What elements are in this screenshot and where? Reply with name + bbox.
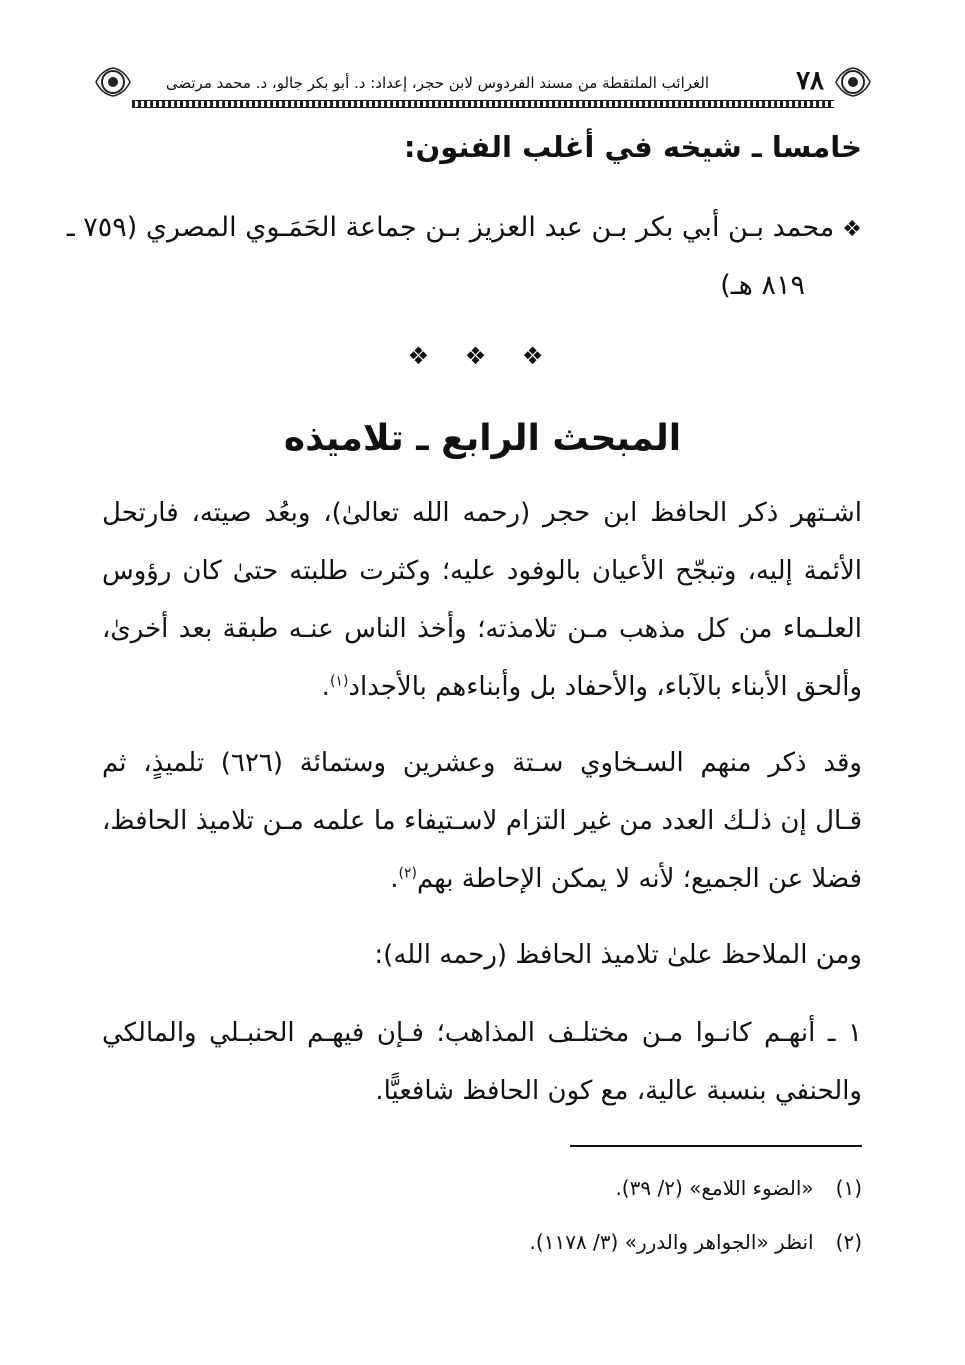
header-ornament-right-icon [832,62,874,102]
list-item-line: والحنفي بنسبة عالية، مع كون الحافظ شافعيًّا. [375,1076,862,1106]
header-rule [132,100,834,108]
chapter-title: المبحث الرابع ـ تلاميذه [283,418,682,459]
paragraph-line: قـال إن ذلـك العدد من غير التزام لاسـتيفاء ما علمه مـن تلاميذ الحافظ، [102,806,862,836]
running-header [92,62,874,118]
paragraph-line: الأئمة إليه، وتبجّح الأعيان بالوفود عليه؛ وكثرت طلبته حتىٰ كان رؤوس [102,556,862,586]
footnote-number: (١) [835,1176,862,1200]
bullet-text: محمد بـن أبي بكر بـن عبد العزيز بـن جماعة الحَمَـوي المصري (٧٥٩ ـ [66,212,835,243]
paragraph-end: . [390,864,399,894]
paragraph-text: فضلا عن الجميع؛ لأنه لا يمكن الإحاطة بهم [416,864,862,894]
footnote-text: «الضوء اللامع» (٢/ ٣٩). [615,1176,814,1200]
section-heading: خامسا ـ شيخه في أغلب الفنون: [403,130,862,164]
footnote-2 [530,1230,862,1254]
footnote-1 [615,1176,862,1200]
bullet-item-line-1 [67,212,862,243]
paragraph-line [390,864,862,894]
footnote-number: (٢) [835,1230,862,1254]
running-title: الغرائب الملتقطة من مسند الفردوس لابن حجر، إعداد: د. أبو بكر جالو، د. محمد مرتضى [165,74,709,92]
footnote-ref-2: (٢) [398,865,417,882]
footnote-text: انظر «الجواهر والدرر» (٣/ ١١٧٨). [529,1230,814,1254]
section-separator: ❖ ❖ ❖ [407,342,558,370]
paragraph-end: . [321,672,330,702]
header-ornament-left-icon [92,62,134,102]
paragraph-line: اشـتهر ذكر الحافظ ابن حجر (رحمه الله تعالىٰ)، وبعُد صيته، فارتحل [102,498,862,528]
paragraph-line: وقد ذكر منهم السـخاوي سـتة وعشرين وستمائة (٦٢٦) تلميذٍ، ثم [102,748,862,778]
paragraph-text: وألحق الأبناء بالآباء، والأحفاد بل وأبناءهم بالأجداد [348,672,862,702]
paragraph-line: ومن الملاحظ علىٰ تلاميذ الحافظ (رحمه الله): [374,940,862,970]
bullet-item-line-2: ٨١٩ هـ) [720,270,805,301]
page-number: ٧٨ [796,66,824,96]
footnote-ref-1: (١) [329,673,349,690]
bullet-diamond-icon: ❖ [842,217,862,242]
paragraph-line: العلـماء من كل مذهب مـن تلامذته؛ وأخذ الناس عنـه طبقة بعد أخرىٰ، [102,614,862,644]
footnote-rule [570,1145,862,1147]
list-item-line: ١ ـ أنهـم كانـوا مـن مختلـف المذاهب؛ فـإن فيهـم الحنبـلي والمالكي [102,1018,862,1048]
paragraph-line [322,672,862,702]
